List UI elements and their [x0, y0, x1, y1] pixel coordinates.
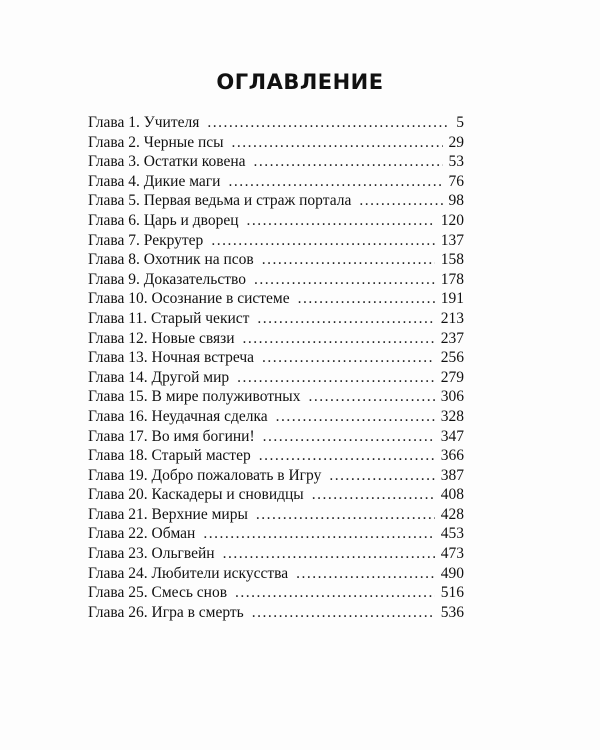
toc-entry	[88, 114, 464, 134]
toc-page-number: 428	[440, 505, 464, 523]
toc-entry	[88, 192, 464, 212]
toc-page-number: 473	[440, 545, 464, 563]
toc-entry	[88, 330, 464, 350]
page-title: ОГЛАВЛЕНИЕ	[216, 70, 384, 94]
toc-dot-leader	[259, 447, 435, 465]
toc-dot-leader	[254, 153, 443, 171]
toc-dot-leader	[252, 604, 435, 622]
toc-entry	[88, 408, 464, 428]
toc-dot-leader	[211, 232, 434, 250]
toc-chapter-title: Глава 7. Рекрутер	[88, 231, 204, 249]
toc-entry	[88, 545, 464, 565]
toc-page-number: 366	[440, 447, 464, 465]
toc-dot-leader	[243, 330, 435, 348]
toc-dot-leader	[262, 251, 435, 269]
toc-page-number: 191	[440, 290, 464, 308]
toc-page-number: 536	[440, 603, 464, 621]
toc-chapter-title: Глава 18. Старый мастер	[88, 447, 251, 465]
toc-dot-leader	[256, 506, 435, 524]
toc-dot-leader	[232, 134, 443, 152]
toc-dot-leader	[223, 545, 435, 563]
toc-page-number: 256	[440, 349, 464, 367]
toc-chapter-title: Глава 15. В мире полуживотных	[88, 388, 301, 406]
toc-entry	[88, 525, 464, 545]
toc-page-number: 76	[448, 172, 464, 190]
toc-page-number: 306	[440, 388, 464, 406]
toc-dot-leader	[276, 408, 435, 426]
toc-page-number: 490	[440, 564, 464, 582]
toc-page-number: 53	[448, 153, 464, 171]
toc-entry	[88, 486, 464, 506]
toc-chapter-title: Глава 13. Ночная встреча	[88, 349, 255, 367]
table-of-contents	[88, 114, 464, 623]
toc-chapter-title: Глава 5. Первая ведьма и страж портала	[88, 192, 352, 210]
toc-entry	[88, 212, 464, 232]
toc-dot-leader	[237, 369, 435, 387]
toc-dot-leader	[247, 212, 435, 230]
toc-chapter-title: Глава 24. Любители искусства	[88, 564, 289, 582]
toc-chapter-title: Глава 2. Черные псы	[88, 133, 224, 151]
toc-page-number: 279	[440, 368, 464, 386]
toc-page-number: 98	[448, 192, 464, 210]
toc-entry	[88, 232, 464, 252]
toc-entry	[88, 310, 464, 330]
toc-chapter-title: Глава 25. Смесь снов	[88, 584, 228, 602]
toc-page-number: 120	[440, 211, 464, 229]
toc-page-number: 178	[440, 270, 464, 288]
toc-entry	[88, 251, 464, 271]
toc-page-number: 237	[440, 329, 464, 347]
toc-entry	[88, 428, 464, 448]
toc-chapter-title: Глава 17. Во имя богини!	[88, 427, 255, 445]
toc-page-number: 347	[440, 427, 464, 445]
toc-dot-leader	[312, 486, 435, 504]
toc-entry	[88, 584, 464, 604]
toc-chapter-title: Глава 12. Новые связи	[88, 329, 235, 347]
toc-chapter-title: Глава 21. Верхние миры	[88, 505, 248, 523]
toc-dot-leader	[203, 525, 434, 543]
toc-chapter-title: Глава 1. Учителя	[88, 114, 200, 131]
toc-chapter-title: Глава 6. Царь и дворец	[88, 211, 239, 229]
toc-chapter-title: Глава 9. Доказательство	[88, 270, 246, 288]
toc-page-number: 328	[440, 407, 464, 425]
toc-entry	[88, 349, 464, 369]
toc-chapter-title: Глава 20. Каскадеры и сновидцы	[88, 486, 304, 504]
toc-page-number: 29	[448, 133, 464, 151]
toc-entry	[88, 604, 464, 624]
toc-entry	[88, 467, 464, 487]
toc-chapter-title: Глава 16. Неудачная сделка	[88, 407, 268, 425]
toc-dot-leader	[207, 114, 450, 132]
toc-chapter-title: Глава 4. Дикие маги	[88, 172, 221, 190]
toc-chapter-title: Глава 8. Охотник на псов	[88, 251, 254, 269]
toc-page-number: 158	[440, 251, 464, 269]
toc-entry	[88, 153, 464, 173]
toc-chapter-title: Глава 3. Остатки ковена	[88, 153, 246, 171]
toc-chapter-title: Глава 23. Ольгвейн	[88, 545, 215, 563]
toc-dot-leader	[263, 428, 435, 446]
toc-page-number: 516	[440, 584, 464, 602]
toc-page-number: 137	[440, 231, 464, 249]
toc-dot-leader	[257, 310, 434, 328]
toc-entry	[88, 173, 464, 193]
toc-entry	[88, 271, 464, 291]
toc-chapter-title: Глава 22. Обман	[88, 525, 196, 543]
toc-dot-leader	[254, 271, 435, 289]
toc-page-number: 213	[440, 309, 464, 327]
toc-dot-leader	[359, 192, 442, 210]
toc-dot-leader	[228, 173, 442, 191]
toc-chapter-title: Глава 11. Старый чекист	[88, 309, 250, 327]
toc-dot-leader	[235, 584, 435, 602]
toc-entry	[88, 369, 464, 389]
toc-page-number: 408	[440, 486, 464, 504]
toc-chapter-title: Глава 26. Игра в смерть	[88, 603, 244, 621]
toc-dot-leader	[308, 388, 434, 406]
toc-chapter-title: Глава 14. Другой мир	[88, 368, 230, 386]
toc-entry	[88, 388, 464, 408]
toc-chapter-title: Глава 19. Добро пожаловать в Игру	[88, 466, 322, 484]
toc-page-number: 387	[440, 466, 464, 484]
toc-entry	[88, 506, 464, 526]
toc-dot-leader	[329, 467, 434, 485]
toc-entry	[88, 134, 464, 154]
toc-dot-leader	[262, 349, 435, 367]
toc-dot-leader	[296, 565, 435, 583]
toc-entry	[88, 290, 464, 310]
toc-entry	[88, 447, 464, 467]
toc-dot-leader	[298, 290, 435, 308]
toc-entry	[88, 565, 464, 585]
toc-page-number: 5	[456, 114, 464, 131]
toc-chapter-title: Глава 10. Осознание в системе	[88, 290, 290, 308]
toc-page-number: 453	[440, 525, 464, 543]
